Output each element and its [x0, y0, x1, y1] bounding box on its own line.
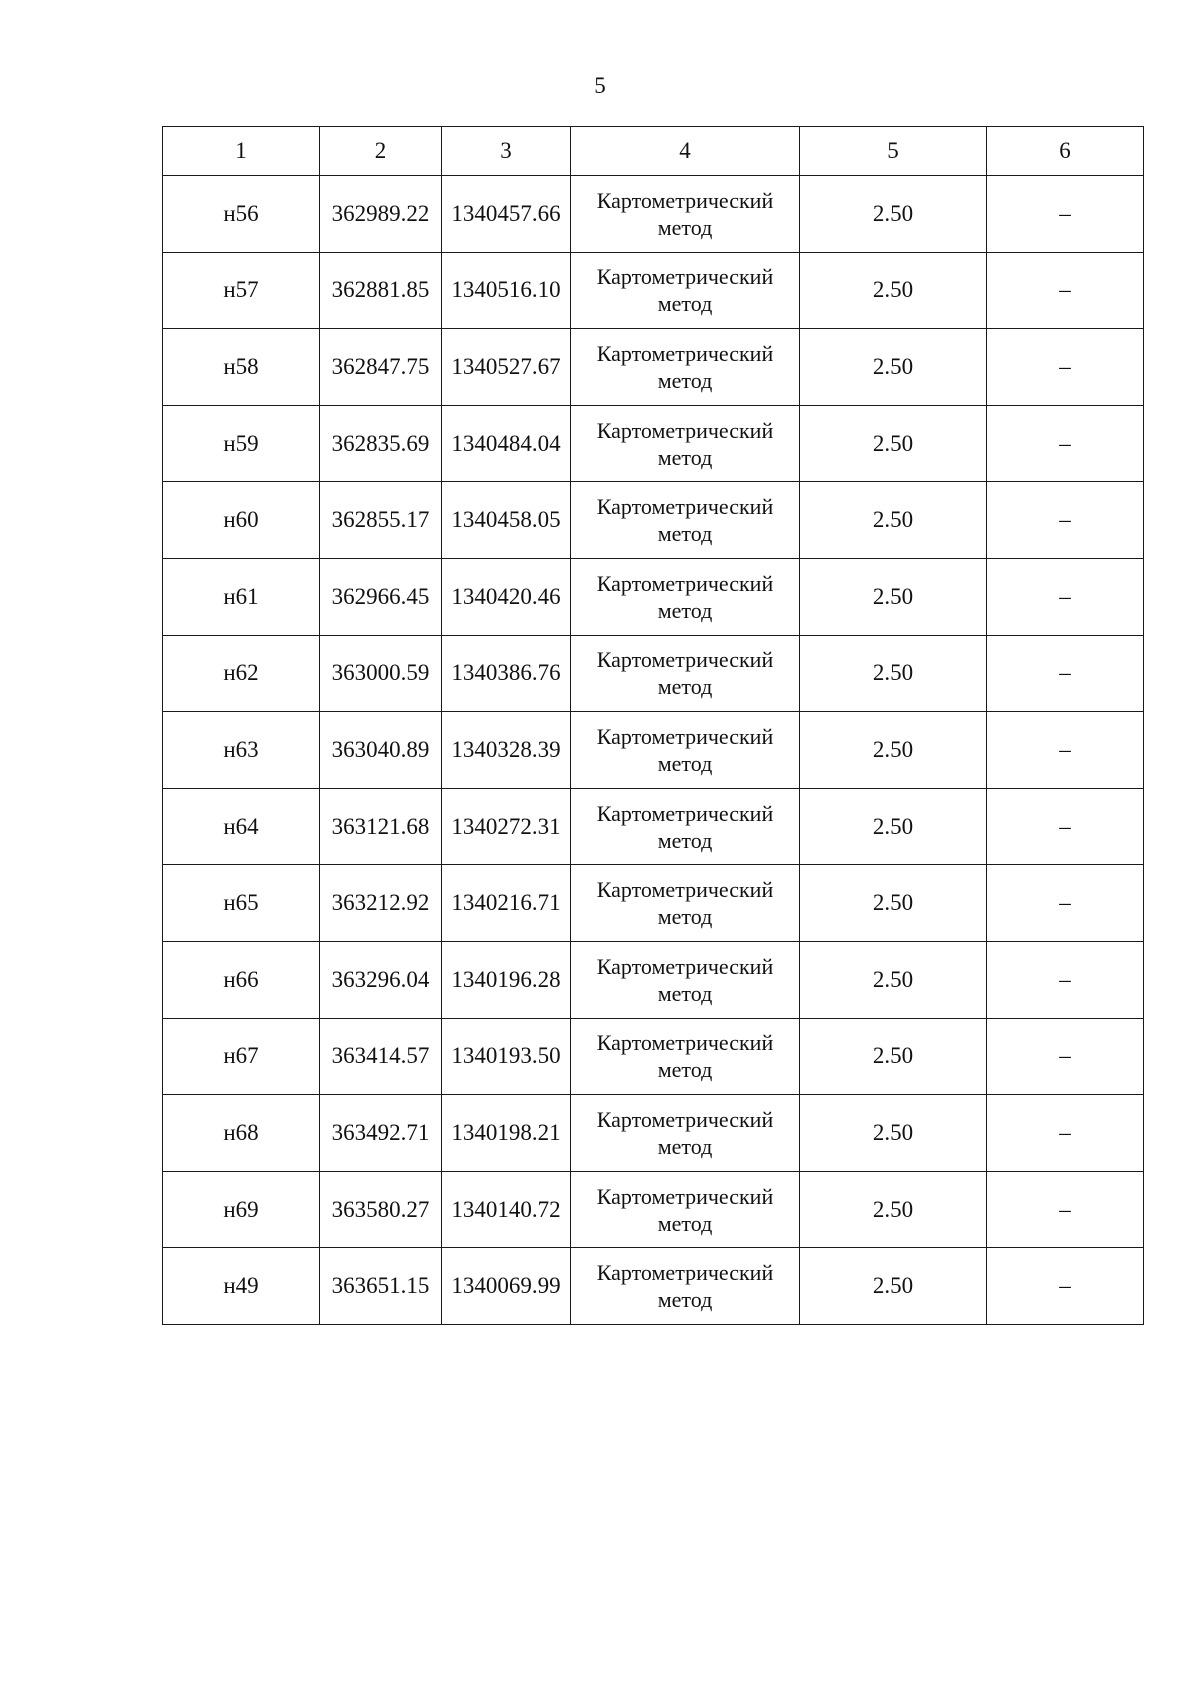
column-header-4: 4 — [571, 127, 800, 176]
point-number-cell: н58 — [163, 329, 320, 406]
y-coordinate-cell: 1340516.10 — [442, 252, 571, 329]
note-cell: – — [987, 788, 1144, 865]
accuracy-cell: 2.50 — [800, 712, 987, 789]
x-coordinate-cell: 363040.89 — [320, 712, 442, 789]
note-cell: – — [987, 405, 1144, 482]
table-row — [163, 329, 1144, 406]
x-coordinate-cell: 362966.45 — [320, 558, 442, 635]
column-header-2: 2 — [320, 127, 442, 176]
x-coordinate-cell: 363492.71 — [320, 1095, 442, 1172]
x-coordinate-cell: 362847.75 — [320, 329, 442, 406]
y-coordinate-cell: 1340328.39 — [442, 712, 571, 789]
x-coordinate-cell: 363580.27 — [320, 1171, 442, 1248]
x-coordinate-cell: 362989.22 — [320, 176, 442, 253]
y-coordinate-cell: 1340198.21 — [442, 1095, 571, 1172]
method-cell: Картометрический метод — [571, 788, 800, 865]
table-row — [163, 482, 1144, 559]
table-row — [163, 1018, 1144, 1095]
column-header-1: 1 — [163, 127, 320, 176]
page-number: 5 — [594, 73, 606, 98]
note-cell: – — [987, 712, 1144, 789]
y-coordinate-cell: 1340069.99 — [442, 1248, 571, 1325]
table-row — [163, 1248, 1144, 1325]
note-cell: – — [987, 329, 1144, 406]
note-cell: – — [987, 252, 1144, 329]
y-coordinate-cell: 1340484.04 — [442, 405, 571, 482]
y-coordinate-cell: 1340140.72 — [442, 1171, 571, 1248]
method-cell: Картометрический метод — [571, 1171, 800, 1248]
method-cell: Картометрический метод — [571, 558, 800, 635]
point-number-cell: н61 — [163, 558, 320, 635]
note-cell: – — [987, 1248, 1144, 1325]
accuracy-cell: 2.50 — [800, 1171, 987, 1248]
table-header-row — [163, 127, 1144, 176]
accuracy-cell: 2.50 — [800, 1248, 987, 1325]
accuracy-cell: 2.50 — [800, 252, 987, 329]
x-coordinate-cell: 363651.15 — [320, 1248, 442, 1325]
y-coordinate-cell: 1340386.76 — [442, 635, 571, 712]
x-coordinate-cell: 363000.59 — [320, 635, 442, 712]
column-header-5: 5 — [800, 127, 987, 176]
column-header-6: 6 — [987, 127, 1144, 176]
method-cell: Картометрический метод — [571, 865, 800, 942]
accuracy-cell: 2.50 — [800, 176, 987, 253]
point-number-cell: н57 — [163, 252, 320, 329]
x-coordinate-cell: 363414.57 — [320, 1018, 442, 1095]
coordinates-table — [162, 126, 1144, 1325]
accuracy-cell: 2.50 — [800, 1018, 987, 1095]
y-coordinate-cell: 1340216.71 — [442, 865, 571, 942]
note-cell: – — [987, 1171, 1144, 1248]
accuracy-cell: 2.50 — [800, 788, 987, 865]
y-coordinate-cell: 1340196.28 — [442, 941, 571, 1018]
x-coordinate-cell: 362835.69 — [320, 405, 442, 482]
point-number-cell: н65 — [163, 865, 320, 942]
table-row — [163, 405, 1144, 482]
method-cell: Картометрический метод — [571, 635, 800, 712]
table-row — [163, 941, 1144, 1018]
table-row — [163, 1095, 1144, 1172]
table-row — [163, 635, 1144, 712]
method-cell: Картометрический метод — [571, 482, 800, 559]
point-number-cell: н56 — [163, 176, 320, 253]
point-number-cell: н60 — [163, 482, 320, 559]
point-number-cell: н67 — [163, 1018, 320, 1095]
point-number-cell: н59 — [163, 405, 320, 482]
table-row — [163, 1171, 1144, 1248]
table-body — [163, 176, 1144, 1325]
method-cell: Картометрический метод — [571, 329, 800, 406]
accuracy-cell: 2.50 — [800, 482, 987, 559]
table-row — [163, 788, 1144, 865]
note-cell: – — [987, 941, 1144, 1018]
method-cell: Картометрический метод — [571, 1248, 800, 1325]
table-row — [163, 252, 1144, 329]
y-coordinate-cell: 1340527.67 — [442, 329, 571, 406]
table-row — [163, 558, 1144, 635]
y-coordinate-cell: 1340458.05 — [442, 482, 571, 559]
x-coordinate-cell: 363121.68 — [320, 788, 442, 865]
y-coordinate-cell: 1340420.46 — [442, 558, 571, 635]
y-coordinate-cell: 1340272.31 — [442, 788, 571, 865]
point-number-cell: н69 — [163, 1171, 320, 1248]
note-cell: – — [987, 635, 1144, 712]
x-coordinate-cell: 363212.92 — [320, 865, 442, 942]
accuracy-cell: 2.50 — [800, 329, 987, 406]
method-cell: Картометрический метод — [571, 1095, 800, 1172]
column-header-3: 3 — [442, 127, 571, 176]
accuracy-cell: 2.50 — [800, 558, 987, 635]
note-cell: – — [987, 865, 1144, 942]
accuracy-cell: 2.50 — [800, 941, 987, 1018]
note-cell: – — [987, 1018, 1144, 1095]
method-cell: Картометрический метод — [571, 712, 800, 789]
point-number-cell: н64 — [163, 788, 320, 865]
note-cell: – — [987, 1095, 1144, 1172]
point-number-cell: н66 — [163, 941, 320, 1018]
x-coordinate-cell: 363296.04 — [320, 941, 442, 1018]
accuracy-cell: 2.50 — [800, 635, 987, 712]
y-coordinate-cell: 1340457.66 — [442, 176, 571, 253]
y-coordinate-cell: 1340193.50 — [442, 1018, 571, 1095]
point-number-cell: н49 — [163, 1248, 320, 1325]
method-cell: Картометрический метод — [571, 405, 800, 482]
method-cell: Картометрический метод — [571, 252, 800, 329]
method-cell: Картометрический метод — [571, 1018, 800, 1095]
accuracy-cell: 2.50 — [800, 405, 987, 482]
table-row — [163, 712, 1144, 789]
method-cell: Картометрический метод — [571, 941, 800, 1018]
note-cell: – — [987, 482, 1144, 559]
x-coordinate-cell: 362881.85 — [320, 252, 442, 329]
point-number-cell: н68 — [163, 1095, 320, 1172]
table-row — [163, 176, 1144, 253]
note-cell: – — [987, 558, 1144, 635]
accuracy-cell: 2.50 — [800, 865, 987, 942]
note-cell: – — [987, 176, 1144, 253]
table-row — [163, 865, 1144, 942]
point-number-cell: н63 — [163, 712, 320, 789]
method-cell: Картометрический метод — [571, 176, 800, 253]
x-coordinate-cell: 362855.17 — [320, 482, 442, 559]
accuracy-cell: 2.50 — [800, 1095, 987, 1172]
point-number-cell: н62 — [163, 635, 320, 712]
